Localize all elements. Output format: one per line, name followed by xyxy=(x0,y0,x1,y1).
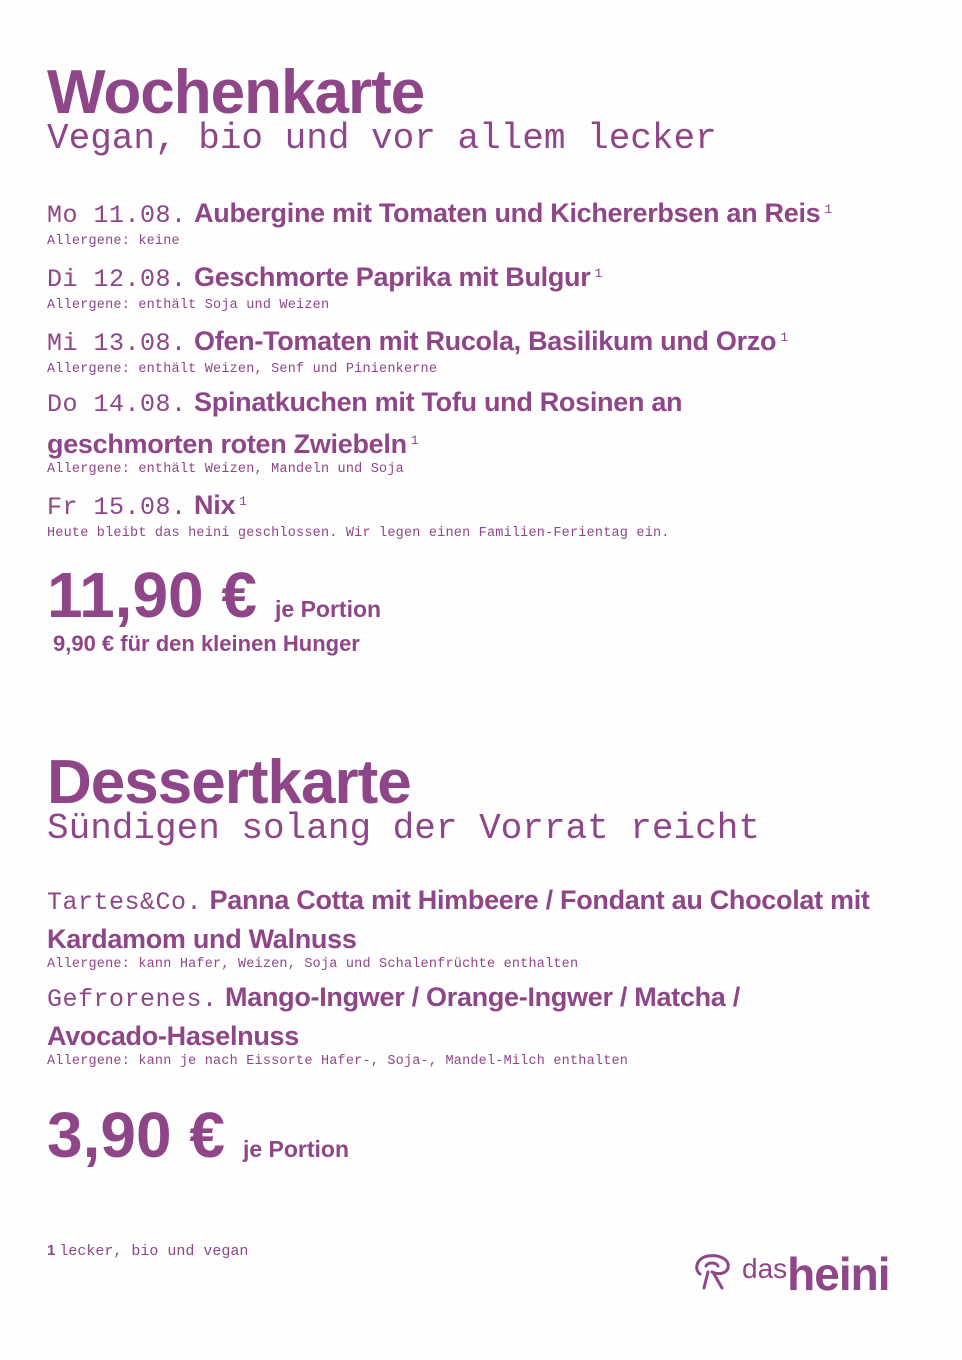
menu-item-dish: Ofen-Tomaten mit Rucola, Basilikum und Orzo xyxy=(194,326,777,356)
dessert-item-dish: Mango-Ingwer / Orange-Ingwer / Matcha / Avocado-Haselnuss xyxy=(47,982,740,1051)
menu-item-dish: Spinatkuchen mit Tofu und Rosinen an geschmorten roten Zwiebeln xyxy=(47,387,683,459)
dessert-per-portion: je Portion xyxy=(242,1136,349,1162)
menu-item-allergens: Allergene: enthält Weizen, Senf und Pinienkerne xyxy=(47,362,438,377)
footnote-marker: 1 xyxy=(594,266,603,281)
footnote-marker: 1 xyxy=(410,433,419,448)
dessert-item-gefrorenes xyxy=(47,979,917,1070)
weekly-small-price: 9,90 € für den kleinen Hunger xyxy=(53,631,360,656)
das-heini-logo xyxy=(692,1248,890,1300)
menu-item-day: Mi 13.08. xyxy=(47,329,187,358)
menu-item-tuesday xyxy=(47,256,917,314)
menu-item-dish: Nix xyxy=(194,490,236,520)
weekly-subtitle: Vegan, bio und vor allem lecker xyxy=(47,118,717,159)
menu-item-day: Di 12.08. xyxy=(47,265,187,294)
menu-item-allergens: Allergene: enthält Weizen, Mandeln und Soja xyxy=(47,462,404,477)
dessert-title: Dessertkarte xyxy=(47,748,411,817)
logo-heini: heini xyxy=(787,1248,890,1300)
dessert-item-dish: Panna Cotta mit Himbeere / Fondant au Chocolat mit Kardamom und Walnuss xyxy=(47,885,870,954)
dessert-item-label: Tartes&Co. xyxy=(47,888,203,917)
dessert-item-allergens: Allergene: kann Hafer, Weizen, Soja und Schalenfrüchte enthalten xyxy=(47,957,579,972)
dessert-item-tartes xyxy=(47,882,917,973)
menu-item-day: Do 14.08. xyxy=(47,390,187,419)
footnote-text: lecker, bio und vegan xyxy=(59,1243,249,1260)
menu-item-day: Fr 15.08. xyxy=(47,493,187,522)
menu-item-wednesday xyxy=(47,320,917,378)
dessert-section xyxy=(47,750,917,1170)
dessert-price-block xyxy=(47,1100,917,1170)
menu-item-dish: Geschmorte Paprika mit Bulgur xyxy=(194,262,591,292)
dessert-price: 3,90 € xyxy=(47,1099,225,1171)
footnote-number: 1 xyxy=(47,1242,56,1259)
dessert-menu-list xyxy=(47,882,917,1070)
dessert-subtitle: Sündigen solang der Vorrat reicht xyxy=(47,808,760,849)
menu-item-dish: Aubergine mit Tomaten und Kichererbsen an Reis xyxy=(194,198,821,228)
footnote-marker: 1 xyxy=(239,494,247,509)
weekly-per-portion: je Portion xyxy=(275,596,382,622)
dessert-item-allergens: Allergene: kann je nach Eissorte Hafer-, Soja-, Mandel-Milch enthalten xyxy=(47,1054,629,1069)
menu-item-day: Mo 11.08. xyxy=(47,201,187,230)
dessert-item-label: Gefrorenes. xyxy=(47,985,218,1014)
menu-item-allergens: Allergene: keine xyxy=(47,234,180,249)
weekly-price-block xyxy=(47,560,917,658)
heini-logo-icon xyxy=(692,1250,734,1295)
footnote-marker: 1 xyxy=(824,202,833,217)
weekly-price: 11,90 € xyxy=(47,559,257,631)
menu-item-friday xyxy=(47,484,917,542)
footnote-marker: 1 xyxy=(780,330,789,345)
footnote xyxy=(47,1242,248,1260)
menu-page xyxy=(47,60,917,1170)
menu-item-note: Heute bleibt das heini geschlossen. Wir legen einen Familien-Ferientag ein. xyxy=(47,526,670,541)
logo-das: das xyxy=(742,1253,788,1284)
menu-item-allergens: Allergene: enthält Soja und Weizen xyxy=(47,298,330,313)
weekly-menu-list xyxy=(47,192,917,542)
menu-item-thursday xyxy=(47,384,917,478)
weekly-title: Wochenkarte xyxy=(47,58,425,127)
menu-item-monday xyxy=(47,192,917,250)
